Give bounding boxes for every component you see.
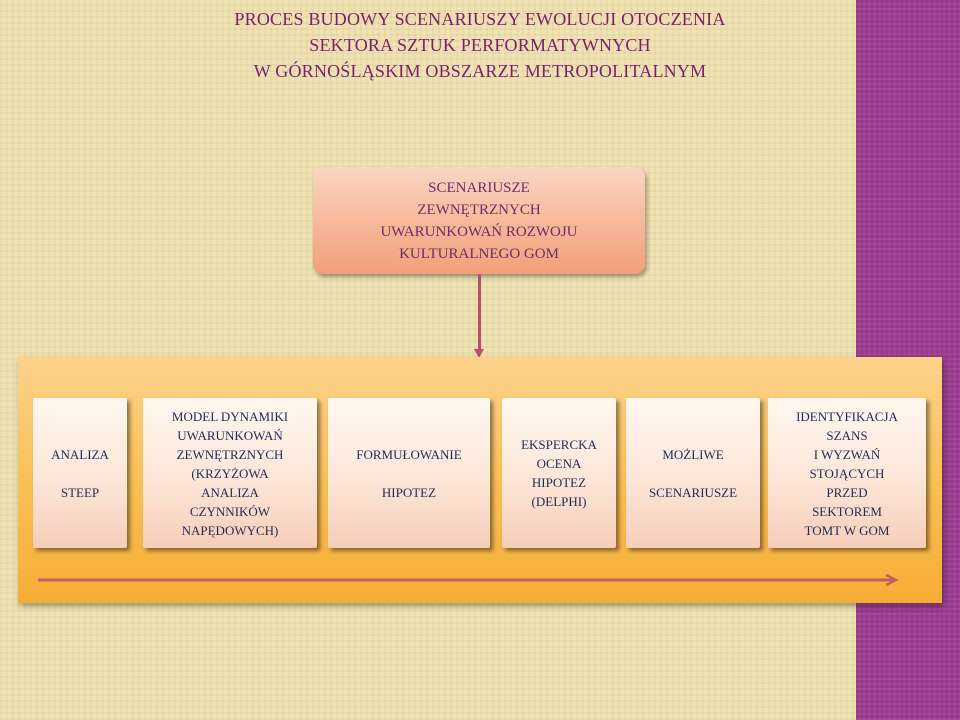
step-line: CZYNNIKÓW — [189, 503, 271, 519]
step-line: (KRZYŻOWA — [191, 465, 269, 481]
title-line-2: SEKTORA SZTUK PERFORMATYWNYCH — [309, 35, 651, 55]
page-title — [0, 6, 960, 84]
title-line-1: PROCES BUDOWY SCENARIUSZY EWOLUCJI OTOCZENIA — [234, 9, 726, 29]
title-line-3: W GÓRNOŚLĄSKIM OBSZARZE METROPOLITALNYM — [253, 61, 707, 81]
step-line: STOJĄCYCH — [809, 465, 885, 481]
step-line: SCENARIUSZE — [648, 484, 738, 500]
step-line: EKSPERCKA — [521, 437, 597, 452]
scenarios-box-line: ZEWNĘTRZNYCH — [417, 201, 541, 218]
step-mozliwe-scenariusze — [626, 398, 760, 548]
step-line: HIPOTEZ — [381, 484, 437, 500]
scenarios-box-line: UWARUNKOWAŃ ROZWOJU — [380, 223, 578, 240]
step-line: ANALIZA — [51, 446, 109, 462]
step-line: IDENTYFIKACJA — [796, 408, 898, 424]
step-line: ZEWNĘTRZNYCH — [176, 446, 284, 462]
scenarios-box — [313, 167, 645, 274]
step-line: HIPOTEZ — [531, 475, 587, 490]
step-line: OCENA — [536, 456, 582, 471]
connector-line — [478, 274, 481, 352]
step-line: SEKTOREM — [812, 503, 882, 519]
step-line: I WYZWAŃ — [813, 446, 881, 462]
step-line: ANALIZA — [201, 484, 259, 500]
scenarios-box-line: SCENARIUSZE — [428, 179, 530, 196]
step-identyfikacja-szans — [768, 398, 926, 548]
step-line: NAPĘDOWYCH) — [181, 522, 279, 538]
step-formulowanie-hipotez — [328, 398, 490, 548]
step-line: SZANS — [826, 427, 868, 443]
scenarios-box-line: KULTURALNEGO GOM — [399, 245, 559, 262]
step-line: MOŻLIWE — [662, 446, 724, 462]
step-line: MODEL DYNAMIKI — [171, 408, 289, 424]
timeline-arrow — [38, 574, 908, 586]
step-line: PRZED — [826, 484, 868, 500]
step-line: TOMT W GOM — [804, 522, 890, 538]
step-line: STEEP — [60, 484, 100, 500]
step-model-dynamiki — [143, 398, 317, 548]
step-line: UWARUNKOWAŃ — [177, 427, 283, 443]
step-line: (DELPHI) — [531, 494, 587, 509]
step-analiza-steep — [33, 398, 127, 548]
step-ekspercka-ocena — [502, 398, 616, 548]
step-line: FORMUŁOWANIE — [356, 446, 462, 462]
